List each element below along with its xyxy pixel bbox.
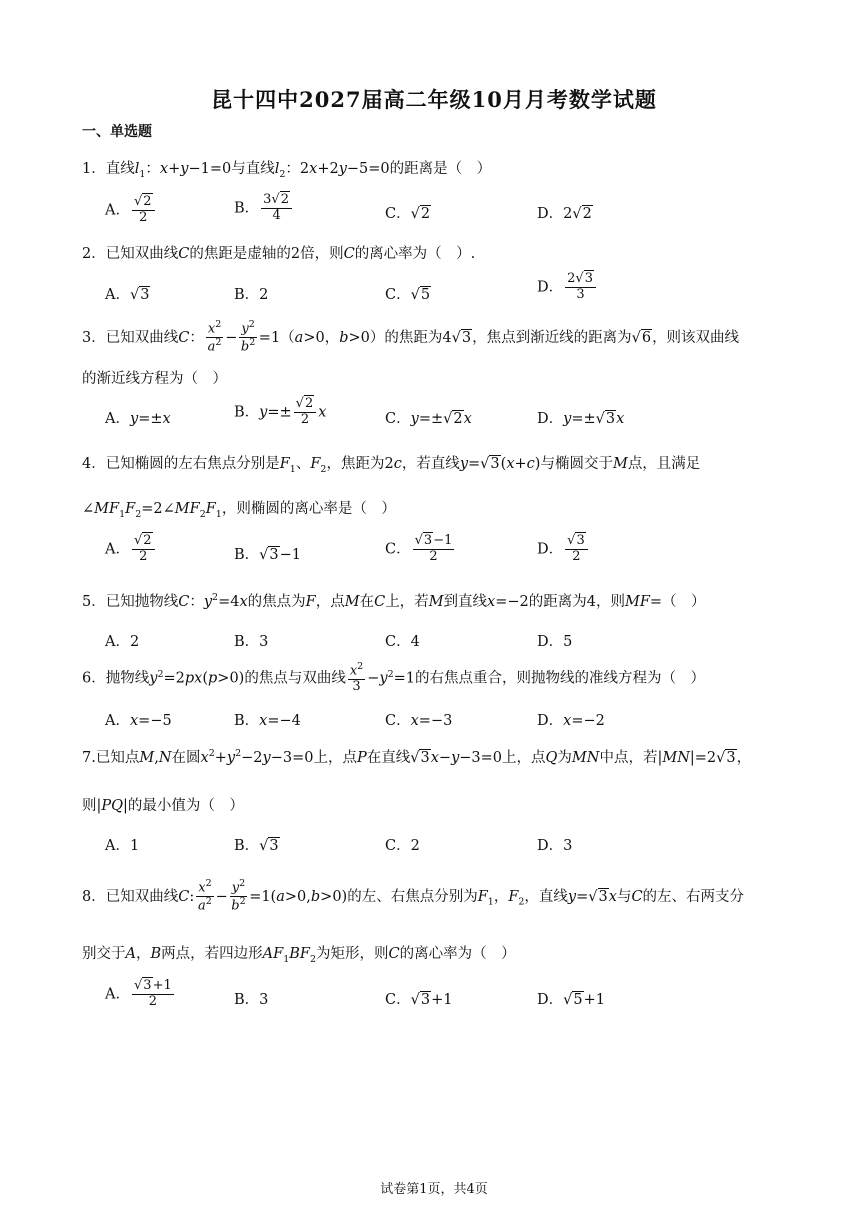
question-label: 1．	[82, 161, 106, 177]
question-1: 1．直线$l_1$：x+y−1=0与直线$l_2$：2x+2y−5=0的距离是（ ）	[82, 161, 492, 180]
question-5: 5．已知抛物线C：$y^2=4x$的焦点为F，点M在C上，若M到直线x=−2的距离为4，则MF=（ ）	[82, 592, 706, 610]
q2-option-d: D． $\frac{2√3}{3}$	[537, 272, 598, 303]
q4-option-b: B．√3−1	[234, 547, 302, 563]
q7-option-a: A．1	[105, 838, 140, 854]
q1-option-a: A． $\frac{√2}{2}$	[105, 195, 157, 226]
q4-option-c: C． $\frac{√3-1}{2}$	[385, 533, 453, 564]
q4-option-a: A． $\frac{√2}{2}$	[105, 534, 157, 565]
q8-option-b: B．3	[234, 992, 269, 1008]
page-title: 昆十四中2027届高二年级10月月考数学试题	[211, 87, 657, 112]
question-4-cont: $\angle MF_1F_2=2\angle MF_2F_1$，则椭圆的离心率是（ ）	[82, 501, 396, 520]
q7-option-b: B．√3	[234, 838, 279, 854]
q6-option-b: B．x=−4	[234, 713, 301, 729]
question-7-cont: 则|PQ|的最小值为（ ）	[82, 798, 244, 814]
q1-option-c: C．√2	[385, 206, 431, 222]
q3-option-d: D．y=±√3x	[537, 411, 625, 427]
question-4: 4．已知椭圆的左右焦点分别是$F_1$、$F_2$，焦距为2c，若直线y=√3(x+c)与椭圆交于M点，且满足	[82, 456, 701, 475]
q6-option-a: A．x=−5	[105, 713, 172, 729]
q5-option-d: D．5	[537, 634, 573, 650]
q1-option-d: D．2√2	[537, 206, 592, 222]
q5-option-c: C．4	[385, 634, 420, 650]
q1-option-b: B． $\frac{3√2}{4}$	[234, 193, 294, 224]
q6-option-c: C．x=−3	[385, 713, 453, 729]
question-7: 7.已知点M,N在圆$x^2+y^2-2y-3=0$上，点P在直线√3x−y−3=0上，点Q为MN中点，若|MN|=2√3，	[82, 748, 752, 766]
q8-option-c: C．√3+1	[385, 992, 453, 1008]
page-footer: 试卷第1页，共4页	[380, 1182, 488, 1197]
q2-option-a: A．√3	[105, 287, 150, 303]
q3-option-a: A．y=±x	[105, 411, 171, 427]
q8-option-a: A． $\frac{√3+1}{2}$	[105, 978, 172, 1009]
question-3: 3．已知双曲线C： $\frac{x^2}{a^2}$ − $\frac{y^2}{b^2}$ =1（a>0，b>0）的焦距为4√3，焦点到渐近线的距离为√6，则该双曲线	[82, 319, 740, 355]
question-8-cont: 别交于A，B两点，若四边形$AF_1BF_2$为矩形，则C的离心率为（ ）	[82, 946, 516, 965]
q5-option-a: A．2	[105, 634, 140, 650]
q2-option-c: C．√5	[385, 287, 431, 303]
question-6: 6．抛物线$y^2=2px(p>0)$的焦点与双曲线 $\frac{x^2}{3}$ $-y^2=1$的右焦点重合，则抛物线的准线方程为（ ）	[82, 661, 705, 695]
q3-option-b: B．y=± $\frac{√2}{2}$ x	[234, 396, 327, 427]
q7-option-c: C．2	[385, 838, 420, 854]
q4-option-d: D． $\frac{√3}{2}$	[537, 534, 590, 565]
q7-option-d: D．3	[537, 838, 573, 854]
q5-option-b: B．3	[234, 634, 269, 650]
question-8: 8．已知双曲线C: $\frac{x^2}{a^2}$ − $\frac{y^2}{b^2}$ =1(a>0,b>0)的左、右焦点分别为$F_1$，$F_2$，直线y=√3x与C的左、右两支分	[82, 878, 745, 914]
q3-option-c: C．y=±√2x	[385, 411, 472, 427]
question-2: 2．已知双曲线C的焦距是虚轴的2倍，则C的离心率为（ ）.	[82, 246, 476, 262]
section-heading: 一、单选题	[82, 124, 152, 140]
q6-option-d: D．x=−2	[537, 713, 605, 729]
q8-option-d: D．√5+1	[537, 992, 605, 1008]
q2-option-b: B．2	[234, 287, 269, 303]
question-3-cont: 的渐近线方程为（ ）	[82, 371, 227, 387]
